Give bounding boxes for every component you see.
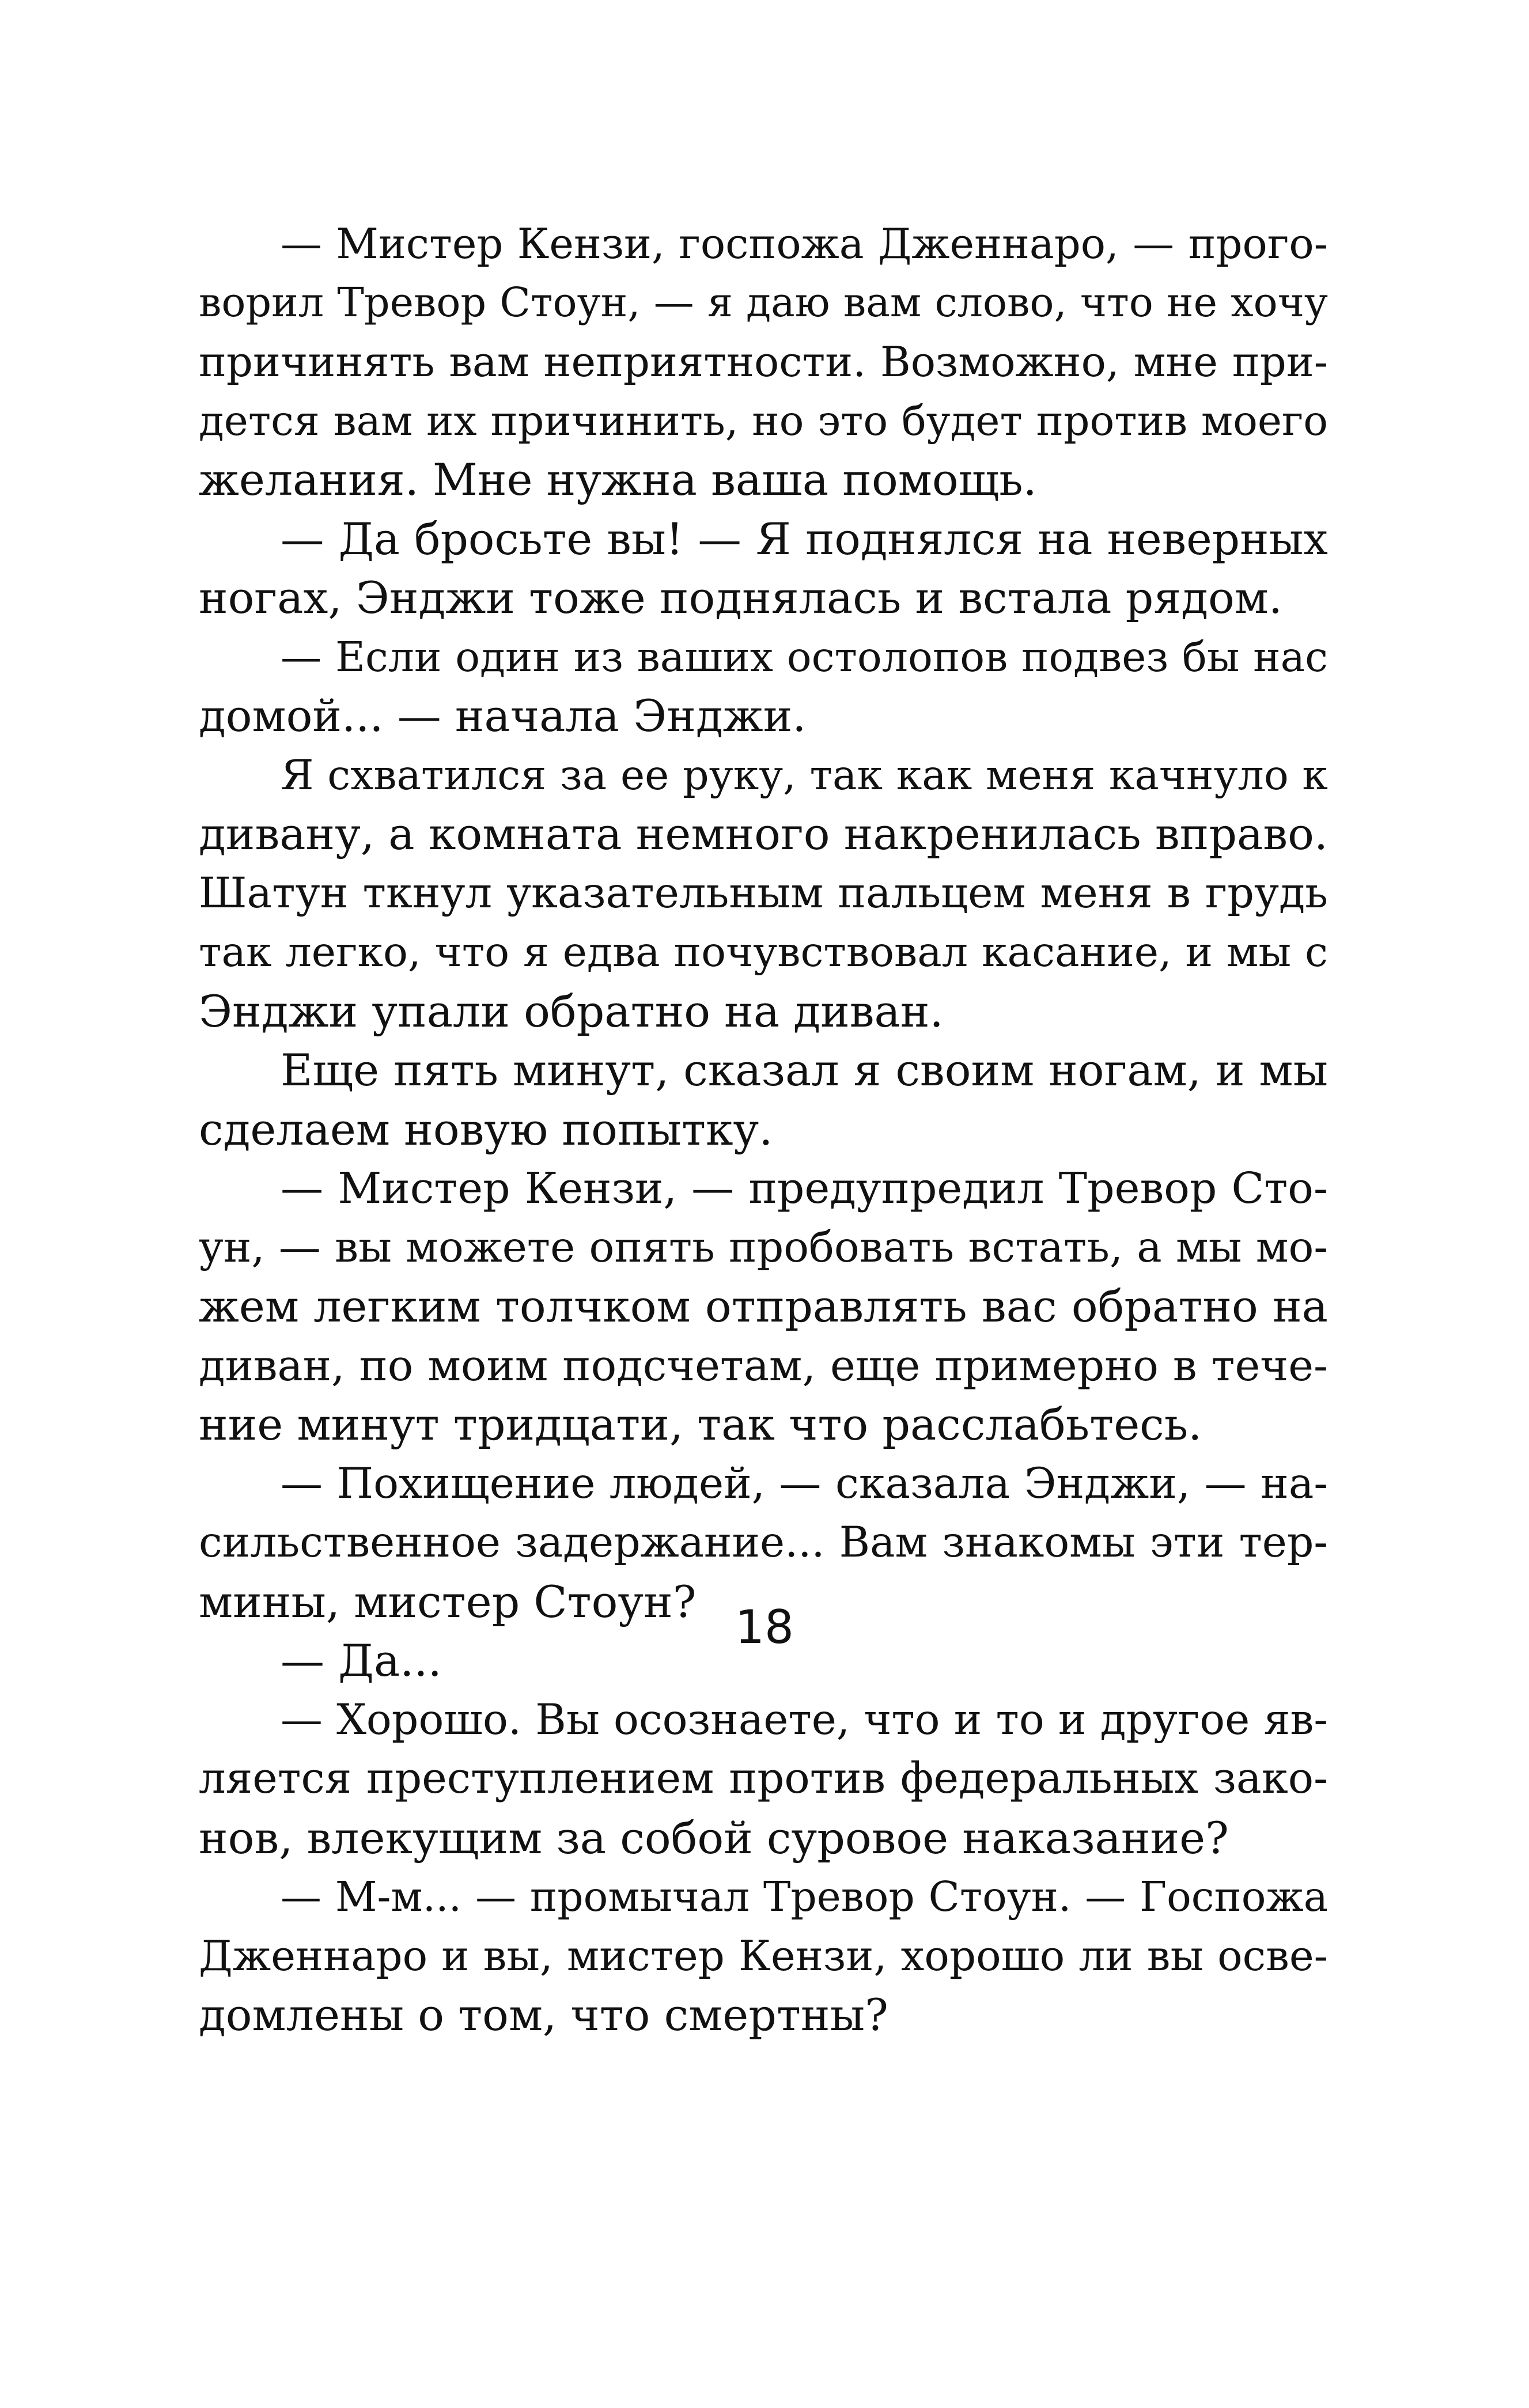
page-number: 18 [735, 1600, 794, 1654]
text-line: Шатун ткнул указательным пальцем меня в грудь [199, 868, 1328, 918]
text-line: — Мистер Кензи, — предупредил Тревор Сто- [281, 1164, 1328, 1213]
text-line: — Похищение людей, — сказала Энджи, — на- [281, 1459, 1328, 1508]
text-line: — М-м... — промычал Тревор Стоун. — Госпожа [281, 1873, 1328, 1921]
text-line: домой... — начала Энджи. [199, 690, 807, 741]
text-line: — Если один из ваших остолопов подвез бы нас [281, 633, 1328, 681]
text-line: ворил Тревор Стоун, — я даю вам слово, что не хочу [199, 279, 1328, 326]
text-line: Еще пять минут, сказал я своим ногам, и мы [281, 1044, 1328, 1096]
text-line: ун, — вы можете опять пробовать встать, а мы мо- [199, 1222, 1328, 1272]
text-line: Я схватился за ее руку, так как меня качнуло к [281, 751, 1328, 799]
text-line: дется вам их причинить, но это будет против моего [199, 396, 1328, 445]
text-line: дивану, а комната немного накренилась вправо. [199, 808, 1328, 860]
text-line: сделаем новую попытку. [199, 1103, 773, 1155]
text-line: диван, по моим подсчетам, еще примерно в тече- [199, 1341, 1328, 1391]
text-line: ляется преступлением против федеральных зако- [199, 1754, 1328, 1803]
text-line: причинять вам неприятности. Возможно, мне при- [199, 338, 1328, 386]
text-line: нов, влекущим за собой суровое наказание? [199, 1812, 1229, 1864]
page-body-text [199, 214, 1328, 2045]
text-line: так легко, что я едва почувствовал касание, и мы с [199, 928, 1328, 976]
text-line: ние минут тридцати, так что расслабьтесь. [199, 1399, 1202, 1450]
text-line: — Хорошо. Вы осознаете, что и то и другое яв- [281, 1695, 1328, 1744]
text-line: жем легким толчком отправлять вас обратно на [199, 1281, 1328, 1332]
text-line: — Мистер Кензи, госпожа Дженнаро, — прого- [281, 219, 1328, 268]
text-line: Дженнаро и вы, мистер Кензи, хорошо ли вы осве- [199, 1932, 1328, 1981]
text-line: ногах, Энджи тоже поднялась и встала рядом. [199, 572, 1283, 623]
text-line: мины, мистер Стоун? [199, 1576, 697, 1627]
text-line: — Да бросьте вы! — Я поднялся на неверных [281, 513, 1328, 565]
text-line: Энджи упали обратно на диван. [199, 985, 944, 1037]
text-line: желания. Мне нужна ваша помощь. [199, 454, 1037, 505]
text-line: домлены о том, что смертны? [199, 1989, 888, 2040]
text-line: — Да... [281, 1635, 442, 1686]
text-line: сильственное задержание... Вам знакомы эти тер- [199, 1518, 1328, 1567]
